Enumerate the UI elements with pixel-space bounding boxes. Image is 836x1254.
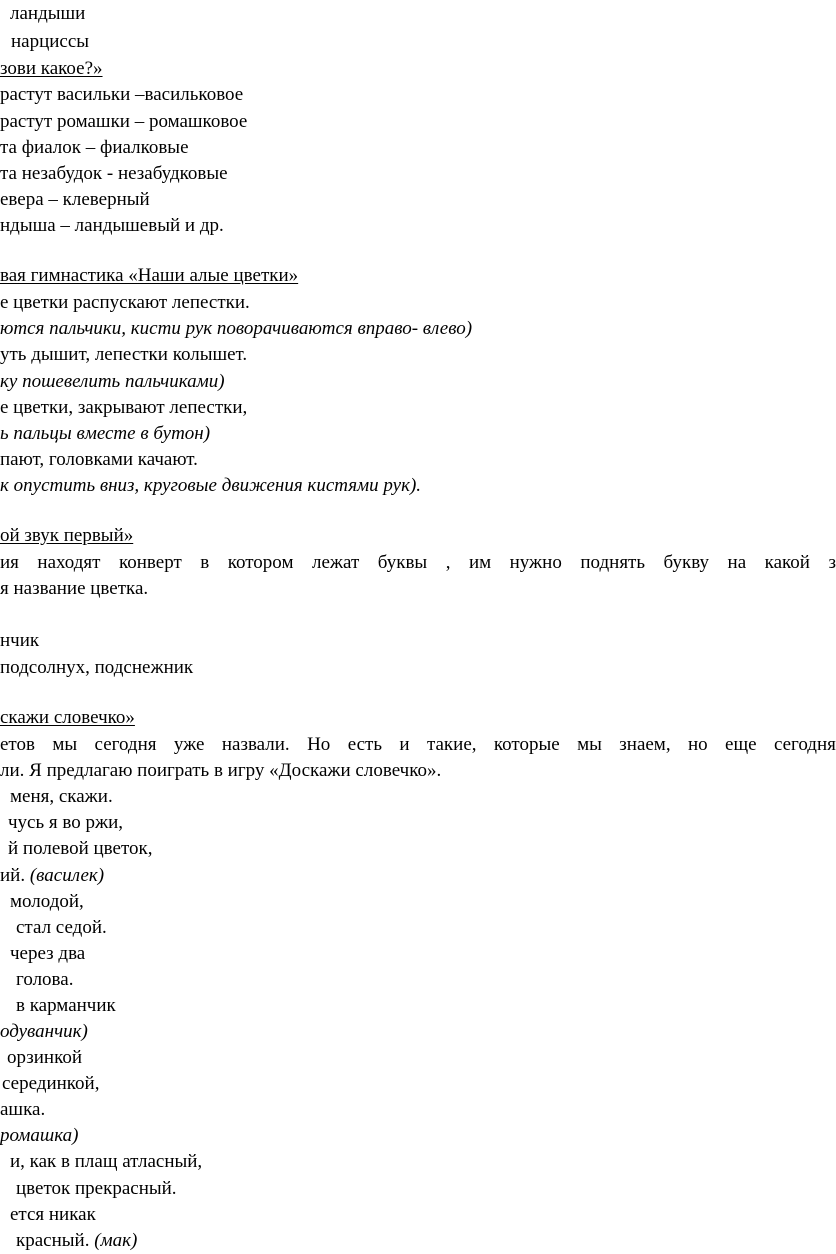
text-line: чусь я во ржи,	[8, 812, 124, 833]
text-line: ется никак	[10, 1204, 96, 1225]
text-line: через два	[10, 943, 86, 964]
justified-line	[0, 734, 836, 756]
word: поднять	[580, 552, 646, 573]
word: в	[200, 552, 210, 573]
answer-text: (василек)	[29, 865, 105, 886]
text-line: стал седой.	[16, 917, 107, 938]
word: но	[687, 734, 708, 755]
word: Но	[307, 734, 331, 755]
word: нужно	[509, 552, 562, 573]
word: з	[828, 552, 836, 573]
text-line: орзинкой	[7, 1047, 83, 1068]
text-line: е цветки распускают лепестки.	[0, 292, 250, 313]
word: сегодня	[773, 734, 836, 755]
text-line: та фиалок – фиалковые	[0, 137, 189, 158]
text-line: нчик	[0, 630, 40, 651]
text-line: евера – клеверный	[0, 189, 150, 210]
word: мы	[577, 734, 602, 755]
word: мы	[52, 734, 78, 755]
text-line: уть дышит, лепестки колышет.	[0, 344, 248, 365]
word: сегодня	[94, 734, 157, 755]
word: котором	[227, 552, 294, 573]
word: такие,	[426, 734, 477, 755]
text-line	[0, 865, 104, 887]
word: знаем,	[619, 734, 671, 755]
instruction-line: ются пальчики, кисти рук поворачиваются вправо- влево)	[0, 318, 473, 339]
section-heading: скажи словечко»	[0, 707, 135, 728]
text-line: и, как в плащ атласный,	[10, 1151, 203, 1172]
word: букву	[663, 552, 710, 573]
text-line: цветок прекрасный.	[16, 1178, 177, 1199]
word: буквы	[377, 552, 428, 573]
word: которые	[493, 734, 560, 755]
instruction-line: к опустить вниз, круговые движения кистями рук).	[0, 475, 422, 496]
word: и	[399, 734, 410, 755]
section-heading: вая гимнастика «Наши алые цветки»	[0, 265, 299, 286]
text-line: серединкой,	[2, 1073, 100, 1094]
answer-text: ромашка)	[0, 1125, 79, 1146]
section-heading: зови какое?»	[0, 58, 103, 79]
text-fragment: ий.	[0, 865, 26, 886]
text-line: растут ромашки – ромашковое	[0, 111, 248, 132]
word: уже	[173, 734, 205, 755]
text-line: подсолнух, подснежник	[0, 657, 194, 678]
text-line: растут васильки –васильковое	[0, 84, 244, 105]
text-line	[16, 1230, 137, 1252]
word: еще	[725, 734, 757, 755]
word: на	[727, 552, 747, 573]
text-line: молодой,	[10, 891, 84, 912]
word: есть	[347, 734, 382, 755]
word: находят	[37, 552, 101, 573]
text-line: в карманчик	[16, 995, 116, 1016]
section-heading: ой звук первый»	[0, 525, 134, 546]
text-line: й полевой цветок,	[8, 838, 153, 859]
text-line: е цветки, закрывают лепестки,	[0, 397, 248, 418]
instruction-line: ку пошевелить пальчиками)	[0, 371, 225, 392]
text-line: меня, скажи.	[10, 786, 113, 807]
text-line: та незабудок - незабудковые	[0, 163, 228, 184]
text-line: ашка.	[0, 1099, 46, 1120]
text-line: ландыши	[10, 3, 86, 24]
word: конверт	[118, 552, 182, 573]
instruction-line: ь пальцы вместе в бутон)	[0, 423, 211, 444]
answer-text: (мак)	[94, 1230, 138, 1251]
word: ,	[445, 552, 451, 573]
justified-line	[0, 552, 836, 574]
word: лежат	[311, 552, 360, 573]
word: им	[468, 552, 492, 573]
text-line: ли. Я предлагаю поиграть в игру «Доскажи словечко».	[0, 760, 442, 781]
text-line: ндыша – ландышевый и др.	[0, 215, 224, 236]
word: етов	[0, 734, 35, 755]
word: назвали.	[221, 734, 290, 755]
answer-text: одуванчик)	[0, 1021, 88, 1042]
word: какой	[764, 552, 810, 573]
text-fragment: красный.	[16, 1230, 90, 1251]
text-line: голова.	[16, 969, 74, 990]
word: ия	[0, 552, 19, 573]
text-line: пают, головками качают.	[0, 449, 198, 470]
text-line: я название цветка.	[0, 578, 149, 599]
text-line: нарциссы	[11, 31, 90, 52]
